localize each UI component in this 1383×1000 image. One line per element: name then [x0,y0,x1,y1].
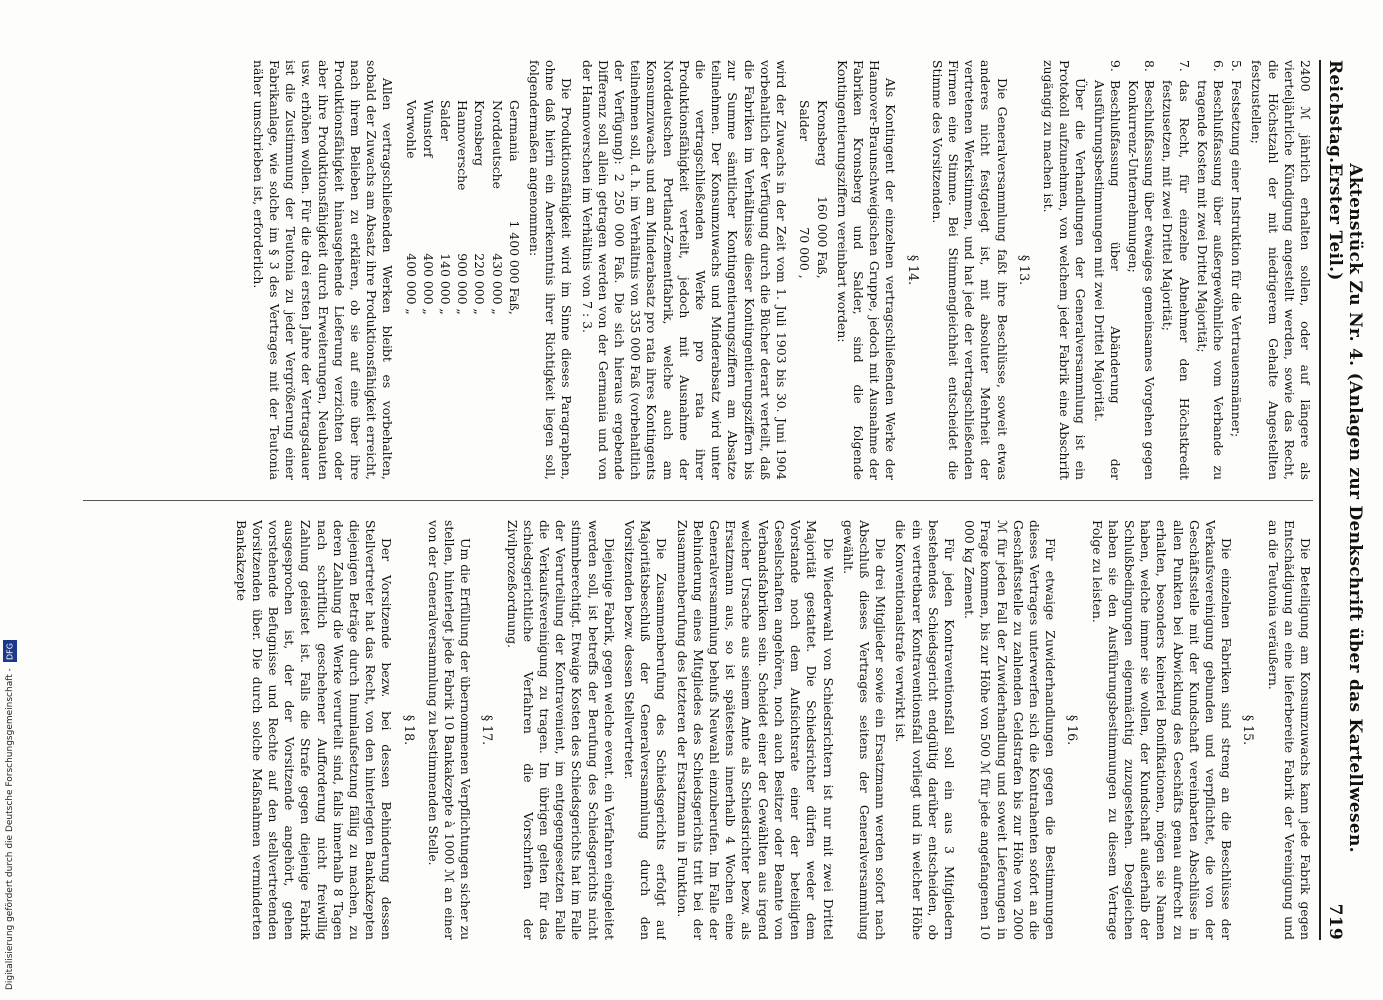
dfg-logo: DFG [3,640,17,662]
section-17-title: § 17. [480,714,496,746]
quota-value: 220 000 „ [472,253,488,315]
quota-factory-name: Wunstorf [420,100,436,158]
quota-row [419,100,436,321]
quota-row [812,100,829,285]
list-item [1228,60,1244,480]
left-intro: 2400 ℳ jährlich erhalten sollen, oder auf längere als vierteljährliche Kündigung angestellt werden, sowie das Recht, die Höchstzahl der mit niedrigerem Gehalte Angestellten festzustellen; [1249,60,1313,480]
quota-table-b [401,100,521,321]
section-16-text-2: Für jeden Kontraventionsfall soll ein aus 3 Mitgliedern bestehendes Schiedsgericht endgültig darüber entscheiden, ob ein vertretbarer Kontraventionsfall vorliegt und in welcher Höhe die Konventionalstrafe verwirkt ist. [893,520,957,940]
list-item-number: 9. [1107,60,1123,72]
list-item [1090,60,1122,480]
section-18-text: Der Vorsitzende bezw. bei dessen Behinderung dessen Stellvertreter hat das Recht, von den hinterlegten Bankakzepten diejenigen Beträge durch Inumlaufsetzung fällig zu machen, zu deren Zahlung die Werke verurteilt sind, falls innerhalb 8 Tagen nach schriftlich geschehener Aufforderung nicht freiwillig Zahlung geleistet ist. Falls die Strafe gegen diejenige Fabrik ausgesprochen ist, der der Vorsitzende angehört, gehen vorstehende Befugnisse und Rechte auf den stellvertretenden Vorsitzenden über. Die durch solche Maßnahmen verminderten Bankakzepte [233,520,395,940]
section-16-title: § 16. [1065,714,1081,746]
list-item [1159,60,1191,480]
quota-factory-name: Salder [438,100,454,142]
quota-value: 430 000 „ [489,253,505,315]
quota-factory-name: Salder [797,100,813,142]
quota-factory-name: Germania [506,100,522,162]
quota-factory-name: Hannoversche [455,100,471,191]
section-16-text: Für etwaige Zuwiderhandlungen gegen die Bestimmungen dieses Vertrages unterwerfen sich die Kontrahenten sofort an die Geschäftsstelle zu zahlenden Geldstrafen bis zur Höhe von 2000 ℳ für jeden Fall der Zuwiderhandlung und soweit Lieferungen in Frage kommen, bis zur Höhe von 500 ℳ für jede angefangenen 10 000 kg Zement. [962,520,1059,940]
section-16-text-5: Die Zusammenberufung des Schiedsgerichts erfolgt auf Majoritätsbeschluß der Generalversammlung durch den Vorsitzenden bezw. dessen Stellvertreter. [622,520,670,940]
quota-row [795,100,812,285]
quota-row [505,100,522,321]
left-column [53,60,1313,480]
section-14-text-4: Allen vertragschließenden Werken bleibt es vorbehalten, sobald der Zuwachs am Absatz ihre Produktionsfähigkeit erreicht, nach ihrem Belieben zu erklären, ob sie auf eine über ihre Produktionsfähigkeit hinausgehende Lieferung verzichten oder aber ihre Produktionsfähigkeit durch Erweiterungen, Neubauten usw. erhöhen wollen. Für die drei ersten Jahre der Vertragsdauer ist die Zustimmung der Teutonia zu jeder Vergrößerung einer Fabrikanlage, wie solche im § 3 des Vertrages mit der Teutonia näher umschrieben ist, erforderlich. [250,60,396,480]
quota-row [401,100,418,321]
quota-factory-name: Kronsberg [814,100,830,167]
quota-factory-name: Vorwohle [403,100,419,159]
quota-row [436,100,453,321]
quota-value: 1 400 000 Faß, [506,220,522,315]
quota-value: 140 000 „ [438,253,454,315]
page-header [1325,60,1365,940]
section-14-text-2: wird der Zuwachs in der Zeit vom 1. Juli 1903 bis 30. Juni 1904 vorbehaltlich der Verfügung durch die Bücher derart verteilt, daß die Fabriken im Verhältnisse dieser Kontingentierungsziffern bis zur Summe sämtlicher Kontingentierungsziffern am Absatze teilnehmen. Der Konsumzuwachs und Minderabsatz wird unter die vertragschließenden Werke pro rata ihrer Produktionsfähigkeit verteilt, jedoch mit Ausnahme der Norddeutschen Portland-Zementfabrik, welche auch am Konsumzuwachs und am Minderabsatz pro rata ihres Kontingents teilnehmen soll, d. h. im Verhältnis von 335 000 Faß (vorbehaltlich der Verfügung): 2 250 000 Faß. Die sich hieraus ergebende Differenz soll allein getragen werden von der Germania und von der Hannoverschen im Verhältnis von 7 : 3. [579,60,790,480]
digitization-credit [2,380,18,990]
quota-row [487,100,504,321]
quota-value: 900 000 „ [455,253,471,315]
numbered-list [1090,60,1244,480]
list-item-number: 5. [1229,60,1245,72]
section-14-title: § 14. [905,254,921,286]
list-item-text: das Recht, für einzelne Abnehmer den Höchstkredit festzusetzen, mit zwei Drittel Majorität; [1160,80,1192,480]
protocol-paragraph: Über die Verhandlungen der Generalversammlung ist ein Protokoll aufzunehmen, von welchem jeder Fabrik eine Abschrift zugängig zu machen ist. [1040,60,1089,480]
page-number: 719 [1325,903,1345,940]
section-15-title: § 15. [1241,714,1257,746]
quota-value: 160 000 Faß, [814,196,830,279]
section-15-text: Die einzelnen Fabriken sind streng an die Beschlüsse der Verkaufsvereinigung gebunden und verpflichtet, die von der Geschäftsstelle mit der Kundschaft vereinbarten Abschlüsse in allen Punkten bei Abwicklung des Geschäfts genau aufrecht zu erhalten, besonders keinerlei Bonifikationen, mögen sie Namen haben, welche immer sie wollen, der Kundschaft außerhalb der Schlußbedingungen eigenmächtig zuzugestehen. Desgleichen haben sie den Ausführungsbestimmungen zu diesem Vertrage Folge zu leisten. [1089,520,1235,940]
quota-row [470,100,487,321]
quota-factory-name: Norddeutsche [489,100,505,189]
quota-value: 400 000 „ [403,253,419,315]
section-16-text-3: Die drei Mitglieder sowie ein Ersatzmann werden sofort nach Abschluß dieses Vertrages seitens der Generalversammlung gewählt. [840,520,889,940]
list-item-number: 7. [1176,60,1192,72]
header-left: Reichstag. [1325,60,1345,164]
header-title: Aktenstück Zu Nr. 4. (Anlagen zur Denkschrift über das Kartellwesen. Erster Teil.) [1325,163,1365,853]
list-item-number: 8. [1142,60,1158,72]
section-17-text: Um die Erfüllung der übernommenen Verpflichtungen sicher zu stellen, hinterlegt jede Fabrik 10 Bankakzepte à 1000 ℳ an einer von der Generalversammlung zu bestimmenden Stelle. [425,520,474,940]
right-column [53,520,1313,940]
section-14-text-3: Die Produktionsfähigkeit wird im Sinne dieses Paragraphen, ohne daß hierin ein Anerkenntnis ihrer Richtigkeit liegen soll, folgendermaßen angenommen: [527,60,575,480]
header-rule [1319,60,1321,940]
list-item-number: 6. [1210,60,1226,72]
quota-factory-name: Kronsberg [472,100,488,167]
section-16-text-6: Diejenige Fabrik, gegen welche event. ein Verfahren eingeleitet werden soll, ist betreffs der Berufung des Schiedsgerichts nicht stimmberechtigt. Etwaige Kosten des Schiedsgerichts hat im Falle der Verurteilung der Kontravenient, im entgegengesetzten Falle die Verkaufsvereinigung zu tragen. Im übrigen gelten für das schiedsgerichtliche Verfahren die Vorschriften der Zivilprozeßordnung. [504,520,617,940]
section-16-text-4: Die Wiederwahl von Schiedsrichtern ist nur mit zwei Drittel Majorität gestattet. Die Schiedsrichter dürfen weder dem Vorstande noch dem Aufsichtsrate einer der beteiligten Gesellschaften angehören, noch auch Besitzer oder Beamte von Verbandsfabriken sein. Scheidet einer der Gewählten aus irgend welcher Ursache aus seinem Amte als Schiedsrichter bezw. als Ersatzmann aus, so ist spätestens innerhalb 4 Wochen eine Generalversammlung behufs Neuwahl einzuberufen. Im Falle der Behinderung eines Mitgliedes des Schiedsgerichts tritt bei der Zusammenberufung des letzteren der Ersatzmann in Funktion. [674,520,836,940]
quota-row [453,100,470,321]
quota-table-a [795,100,829,285]
section-14-text: Als Kontingent der einzelnen vertragschließenden Werke der Hannover-Braunschweigischen Gruppe, jedoch mit Ausnahme der Fabriken Kronsberg und Salder, sind die folgende Kontingentierungsziffern vereinbart worden: [834,60,899,480]
right-intro: Die Beteiligung am Konsumzuwachs kann jede Fabrik gegen Entschädigung an eine lieferbereite Fabrik der Vereinigung und an die Teutonia veräußern. [1265,520,1313,940]
list-item-text: Beschlußfassung über außergewöhnliche vom Verbande zu tragende Kosten mit zwei Drittel Majorität; [1194,80,1226,480]
quota-value: 400 000 „ [420,253,436,315]
list-item [1194,60,1226,480]
section-18-title: § 18. [401,714,417,746]
list-item-text: Beschlußfassung über Abänderung der Ausführungsbestimmungen mit zwei Drittel Majorität. [1091,80,1123,480]
list-item-text: Festsetzung einer Instruktion für die Vertrauensmänner; [1229,80,1245,438]
section-13-text: Die Generalversammlung faßt ihre Beschlüsse, soweit etwas anderes nicht festgelegt ist, mit absoluter Mehrheit der vertretenen Werkstimmen, und hat jede der vertragschließenden Firmen eine Stimme. Bei Stimmengleichheit entscheidet die Stimme des Vorsitzenden. [929,60,1010,480]
list-item [1125,60,1157,480]
quota-value: 70 000 , [797,227,813,279]
column-divider [83,500,1313,501]
section-13-title: § 13. [1016,254,1032,286]
list-item-text: Beschlußfassung über etwaiges gemeinsames Vorgehen gegen Konkurrenz-Unternehmungen; [1125,80,1158,480]
credit-text: Digitalisierung gefördert durch die Deutsche Forschungsgemeinschaft - [5,668,15,990]
